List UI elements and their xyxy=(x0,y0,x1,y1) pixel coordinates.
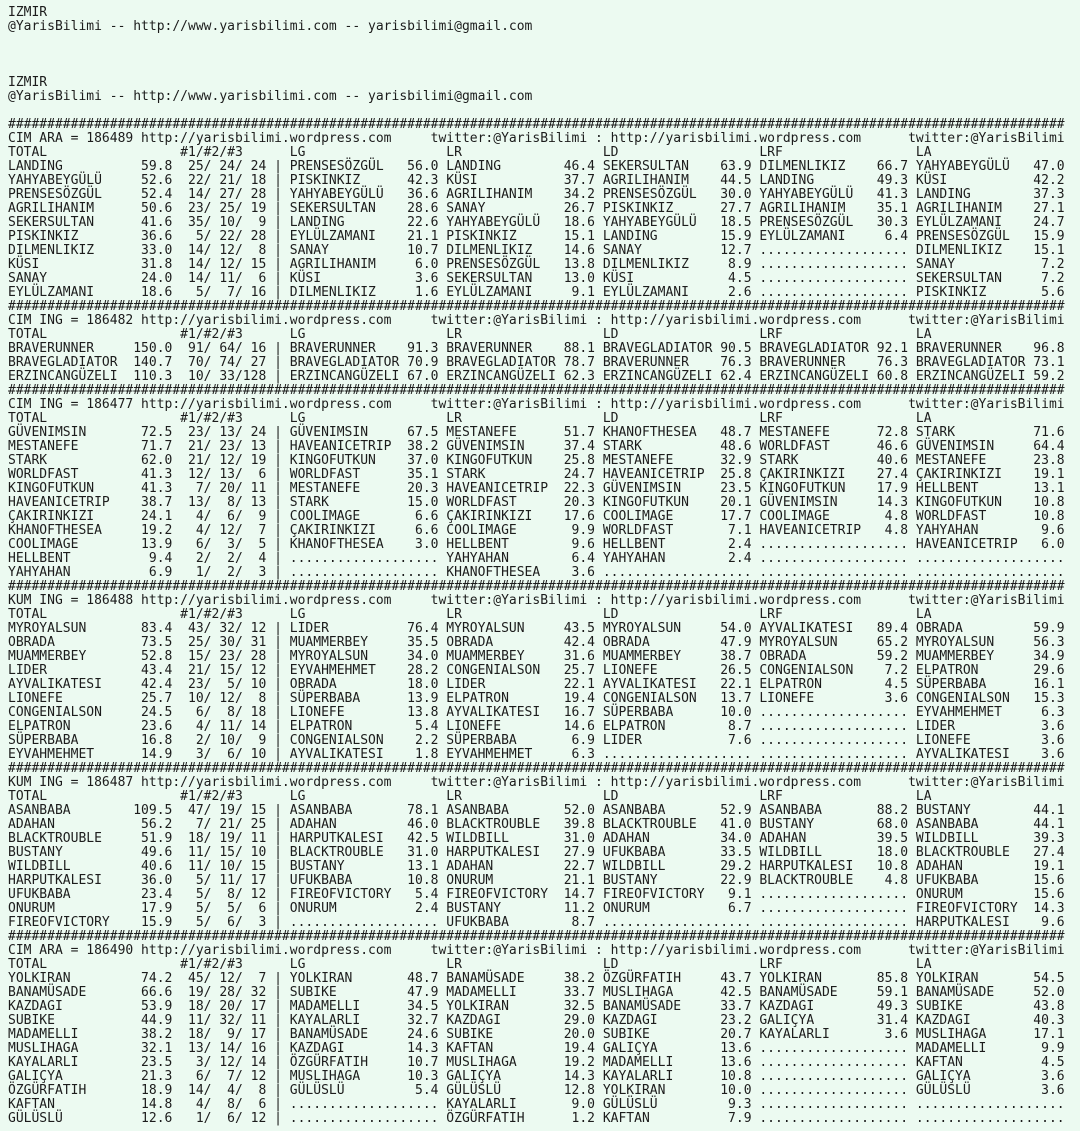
section-column-header-kum-ing-186488: TOTAL #1/#2/#3 LG LR LD LRF LA xyxy=(8,607,932,622)
table-row-cim-ara-186489-1: LANDING 59.8 25/ 24/ 24 | PRENSESÖZGÜL 56.0 LANDING 46.4 SEKERSULTAN 63.9 DILMENLIKIZ 66.7 YAHYABEYGÜLÜ 47.0 xyxy=(8,159,1065,174)
table-row-kum-ing-186487-2: ADAHAN 56.2 7/ 21/ 25 | ADAHAN 46.0 BLACKTROUBLE 39.8 BLACKTROUBLE 41.0 BUSTANY 68.0 ASANBABA 44.1 xyxy=(8,817,1065,832)
table-row-cim-ing-186477-3: STARK 62.0 21/ 12/ 19 | KINGOFUTKUN 37.0 KINGOFUTKUN 25.8 MESTANEFE 32.9 STARK 40.6 MESTANEFE 23.8 xyxy=(8,453,1065,468)
table-row-kum-ing-186488-6: LIONEFE 25.7 10/ 12/ 8 | SÜPERBABA 13.9 ELPATRON 19.4 CONGENIALSON 13.7 LIONEFE 3.6 CONGENIALSON 15.3 xyxy=(8,691,1065,706)
table-row-cim-ara-186490-1: YOLKIRAN 74.2 45/ 12/ 7 | YOLKIRAN 48.7 BANAMÜSADE 38.2 ÖZGÜRFATIH 43.7 YOLKIRAN 85.8 YOLKIRAN 54.5 xyxy=(8,971,1065,986)
section-divider-cim-ara-186489: ####################################################################################################################################### xyxy=(8,117,1065,132)
table-row-cim-ara-186489-8: KÜSI 31.8 14/ 12/ 15 | AGRILIHANIM 6.0 PRENSESÖZGÜL 13.8 DILMENLIKIZ 8.9 ................... SANAY 7.2 xyxy=(8,257,1065,272)
report-sections xyxy=(8,117,1065,1126)
table-row-cim-ara-186489-2: YAHYABEYGÜLÜ 52.6 22/ 21/ 18 | PISKINKIZ 42.3 KÜSI 37.7 AGRILIHANIM 44.5 LANDING 49.3 KÜSI 42.2 xyxy=(8,173,1065,188)
section-title-cim-ara-186489: CIM ARA = 186489 http://yarisbilimi.wordpress.com twitter:@YarisBilimi : http://yarisbilimi.wordpress.com twitter:@YarisBilimi xyxy=(8,131,1065,146)
section-column-header-cim-ara-186490: TOTAL #1/#2/#3 LG LR LD LRF LA xyxy=(8,957,932,972)
table-row-cim-ara-186489-3: PRENSESÖZGÜL 52.4 14/ 27/ 28 | YAHYABEYGÜLÜ 36.6 AGRILIHANIM 34.2 PRENSESÖZGÜL 30.0 YAHYABEYGÜLÜ 41.3 LANDING 37.3 xyxy=(8,187,1065,202)
table-row-kum-ing-186488-1: MYROYALSUN 83.4 43/ 32/ 12 | LIDER 76.4 MYROYALSUN 43.5 MYROYALSUN 54.0 AYVALIKATESI 89.4 OBRADA 59.9 xyxy=(8,621,1065,636)
table-row-cim-ing-186477-5: KINGOFUTKUN 41.3 7/ 20/ 11 | MESTANEFE 20.3 HAVEANICETRIP 22.3 GÜVENIMSIN 23.5 KINGOFUTKUN 17.9 HELLBENT 13.1 xyxy=(8,481,1065,496)
table-row-cim-ara-186490-6: MUSLIHAGA 32.1 13/ 14/ 16 | KAZDAGI 14.3 KAFTAN 19.4 GALIÇYA 13.6 ................... MADAMELLI 9.9 xyxy=(8,1041,1065,1056)
table-row-kum-ing-186487-7: UFUKBABA 23.4 5/ 8/ 12 | FIREOFVICTORY 5.4 FIREOFVICTORY 14.7 FIREOFVICTORY 9.1 ................... ONURUM 15.6 xyxy=(8,887,1065,902)
table-row-kum-ing-186488-5: AYVALIKATESI 42.4 23/ 5/ 10 | OBRADA 18.0 LIDER 22.1 AYVALIKATESI 22.1 ELPATRON 4.5 SÜPERBABA 16.1 xyxy=(8,677,1065,692)
section-divider-kum-ing-186487: ####################################################################################################################################### xyxy=(8,761,1065,776)
masthead-city: IZMIR xyxy=(8,5,48,20)
table-row-cim-ara-186490-5: MADAMELLI 38.2 18/ 9/ 17 | BANAMÜSADE 24.6 SUBIKE 20.0 SUBIKE 20.7 KAYALARLI 3.6 MUSLIHAGA 17.1 xyxy=(8,1027,1065,1042)
table-row-cim-ing-186482-1: BRAVERUNNER 150.0 91/ 64/ 16 | BRAVERUNNER 91.3 BRAVERUNNER 88.1 BRAVEGLADIATOR 90.5 BRAVEGLADIATOR 92.1 BRAVERUNNER 96.8 xyxy=(8,341,1065,356)
table-row-kum-ing-186487-9: FIREOFVICTORY 15.9 5/ 6/ 3 | ................... UFUKBABA 8.7 ................... ................... HARPUTKALESI 9.6 xyxy=(8,915,1065,930)
table-row-cim-ara-186490-11: GÜLÜSLÜ 12.6 1/ 6/ 12 | ................... ÖZGÜRFATIH 1.2 KAFTAN 7.9 ................... ................... xyxy=(8,1111,1065,1126)
section-title-cim-ing-186482: CIM ING = 186482 http://yarisbilimi.wordpress.com twitter:@YarisBilimi : http://yarisbilimi.wordpress.com twitter:@YarisBilimi xyxy=(8,313,1065,328)
table-row-kum-ing-186488-8: ELPATRON 23.6 4/ 11/ 14 | ELPATRON 5.4 LIONEFE 14.6 ELPATRON 8.7 ................... LIDER 3.6 xyxy=(8,719,1065,734)
table-row-cim-ara-186489-9: SANAY 24.0 14/ 11/ 6 | KÜSI 3.6 SEKERSULTAN 13.0 KÜSI 4.5 ................... SEKERSULTAN 7.2 xyxy=(8,271,1065,286)
table-row-cim-ing-186477-6: HAVEANICETRIP 38.7 13/ 8/ 13 | STARK 15.0 WORLDFAST 20.3 KINGOFUTKUN 20.1 GÜVENIMSIN 14.3 KINGOFUTKUN 10.8 xyxy=(8,495,1065,510)
table-row-cim-ara-186490-8: GALIÇYA 21.3 6/ 7/ 12 | MUSLIHAGA 10.3 GALIÇYA 14.3 KAYALARLI 10.8 ................... GALIÇYA 3.6 xyxy=(8,1069,1065,1084)
section-divider-kum-ing-186488: ####################################################################################################################################### xyxy=(8,579,1065,594)
table-row-cim-ara-186490-2: BANAMÜSADE 66.6 19/ 28/ 32 | SUBIKE 47.9 MADAMELLI 33.7 MUSLIHAGA 42.5 BANAMÜSADE 59.1 BANAMÜSADE 52.0 xyxy=(8,985,1065,1000)
table-row-cim-ing-186477-11: YAHYAHAN 6.9 1/ 2/ 3 | ................... KHANOFTHESEA 3.6 ................... ................... ................... xyxy=(8,565,1065,580)
section-title-kum-ing-186487: KUM ING = 186487 http://yarisbilimi.wordpress.com twitter:@YarisBilimi : http://yarisbilimi.wordpress.com twitter:@YarisBilimi xyxy=(8,775,1065,790)
section-divider-cim-ing-186482: ####################################################################################################################################### xyxy=(8,299,1065,314)
section-title-cim-ara-186490: CIM ARA = 186490 http://yarisbilimi.wordpress.com twitter:@YarisBilimi : http://yarisbilimi.wordpress.com twitter:@YarisBilimi xyxy=(8,943,1065,958)
section-title-kum-ing-186488: KUM ING = 186488 http://yarisbilimi.wordpress.com twitter:@YarisBilimi : http://yarisbilimi.wordpress.com twitter:@YarisBilimi xyxy=(8,593,1065,608)
table-row-kum-ing-186487-8: ONURUM 17.9 5/ 5/ 6 | ONURUM 2.4 BUSTANY 11.2 ONURUM 6.7 ................... FIREOFVICTORY 14.3 xyxy=(8,901,1065,916)
table-row-kum-ing-186487-6: HARPUTKALESI 36.0 5/ 11/ 17 | UFUKBABA 10.8 ONURUM 21.1 BUSTANY 22.9 BLACKTROUBLE 4.8 UFUKBABA 15.6 xyxy=(8,873,1065,888)
table-row-cim-ing-186482-3: ERZINCANGÜZELI 110.3 10/ 33/128 | ERZINCANGÜZELI 67.0 ERZINCANGÜZELI 62.3 ERZINCANGÜZELI 62.4 ERZINCANGÜZELI 60.8 ERZINCANGÜZELI 59.2 xyxy=(8,369,1065,384)
table-row-kum-ing-186488-4: LIDER 43.4 21/ 15/ 12 | EYVAHMEHMET 28.2 CONGENIALSON 25.7 LIONEFE 26.5 CONGENIALSON 7.2 ELPATRON 29.6 xyxy=(8,663,1065,678)
section-column-header-cim-ing-186477: TOTAL #1/#2/#3 LG LR LD LRF LA xyxy=(8,411,932,426)
table-row-kum-ing-186487-3: BLACKTROUBLE 51.9 18/ 19/ 11 | HARPUTKALESI 42.5 WILDBILL 31.0 ADAHAN 34.0 ADAHAN 39.5 WILDBILL 39.3 xyxy=(8,831,1065,846)
table-row-cim-ara-186490-10: KAFTAN 14.8 4/ 8/ 6 | ................... KAYALARLI 9.0 GÜLÜSLÜ 9.3 ................... ................... xyxy=(8,1097,1065,1112)
section-divider-cim-ara-186490: ####################################################################################################################################### xyxy=(8,929,1065,944)
section-column-header-cim-ara-186489: TOTAL #1/#2/#3 LG LR LD LRF LA xyxy=(8,145,932,160)
table-row-cim-ing-186477-1: GÜVENIMSIN 72.5 23/ 13/ 24 | GÜVENIMSIN 67.5 MESTANEFE 51.7 KHANOFTHESEA 48.7 MESTANEFE 72.8 STARK 71.6 xyxy=(8,425,1065,440)
table-row-cim-ing-186477-4: WORLDFAST 41.3 12/ 13/ 6 | WORLDFAST 35.1 STARK 24.7 HAVEANICETRIP 25.8 ÇAKIRINKIZI 27.4 ÇAKIRINKIZI 19.1 xyxy=(8,467,1065,482)
table-row-kum-ing-186488-9: SÜPERBABA 16.8 2/ 10/ 9 | CONGENIALSON 2.2 SÜPERBABA 6.9 LIDER 7.6 ................... LIONEFE 3.6 xyxy=(8,733,1065,748)
table-row-cim-ara-186490-4: SUBIKE 44.9 11/ 32/ 11 | KAYALARLI 32.7 KAZDAGI 29.0 KAZDAGI 23.2 GALIÇYA 31.4 KAZDAGI 40.3 xyxy=(8,1013,1065,1028)
table-row-kum-ing-186488-3: MUAMMERBEY 52.8 15/ 23/ 28 | MYROYALSUN 34.0 MUAMMERBEY 31.6 MUAMMERBEY 38.7 OBRADA 59.2 MUAMMERBEY 34.9 xyxy=(8,649,1065,664)
section-title-cim-ing-186477: CIM ING = 186477 http://yarisbilimi.wordpress.com twitter:@YarisBilimi : http://yarisbilimi.wordpress.com twitter:@YarisBilimi xyxy=(8,397,1065,412)
table-row-cim-ing-186477-2: MESTANEFE 71.7 21/ 23/ 13 | HAVEANICETRIP 38.2 GÜVENIMSIN 37.4 STARK 48.6 WORLDFAST 46.6 GÜVENIMSIN 64.4 xyxy=(8,439,1065,454)
table-row-kum-ing-186487-4: BUSTANY 49.6 11/ 15/ 10 | BLACKTROUBLE 31.0 HARPUTKALESI 27.9 UFUKBABA 33.5 WILDBILL 18.0 BLACKTROUBLE 27.4 xyxy=(8,845,1065,860)
masthead-contact: @YarisBilimi -- http://www.yarisbilimi.com -- yarisbilimi@gmail.com xyxy=(8,19,533,34)
table-row-kum-ing-186488-2: OBRADA 73.5 25/ 30/ 31 | MUAMMERBEY 35.5 OBRADA 42.4 OBRADA 47.9 MYROYALSUN 65.2 MYROYALSUN 56.3 xyxy=(8,635,1065,650)
table-row-cim-ara-186489-7: DILMENLIKIZ 33.0 14/ 12/ 8 | SANAY 10.7 DILMENLIKIZ 14.6 SANAY 12.7 ................... DILMENLIKIZ 15.1 xyxy=(8,243,1065,258)
section-column-header-cim-ing-186482: TOTAL #1/#2/#3 LG LR LD LRF LA xyxy=(8,327,932,342)
table-row-cim-ara-186489-5: SEKERSULTAN 41.6 35/ 10/ 9 | LANDING 22.6 YAHYABEYGÜLÜ 18.6 YAHYABEYGÜLÜ 18.5 PRENSESÖZGÜL 30.3 EYLÜLZAMANI 24.7 xyxy=(8,215,1065,230)
table-row-kum-ing-186487-1: ASANBABA 109.5 47/ 19/ 15 | ASANBABA 78.1 ASANBABA 52.0 ASANBABA 52.9 ASANBABA 88.2 BUSTANY 44.1 xyxy=(8,803,1065,818)
section-divider-cim-ing-186477: ####################################################################################################################################### xyxy=(8,383,1065,398)
table-row-kum-ing-186488-10: EYVAHMEHMET 14.9 3/ 6/ 10 | AYVALIKATESI 1.8 EYVAHMEHMET 6.3 ................... ................... AYVALIKATESI 3.6 xyxy=(8,747,1065,762)
table-row-cim-ara-186490-9: ÖZGÜRFATIH 18.9 14/ 4/ 8 | GÜLÜSLÜ 5.4 GÜLÜSLÜ 12.8 YOLKIRAN 10.0 ................... GÜLÜSLÜ 3.6 xyxy=(8,1083,1065,1098)
table-row-cim-ara-186490-7: KAYALARLI 23.5 3/ 12/ 14 | ÖZGÜRFATIH 10.7 MUSLIHAGA 19.2 MADAMELLI 13.6 ................... KAFTAN 4.5 xyxy=(8,1055,1065,1070)
table-row-cim-ara-186489-10: EYLÜLZAMANI 18.6 5/ 7/ 16 | DILMENLIKIZ 1.6 EYLÜLZAMANI 9.1 EYLÜLZAMANI 2.6 ................... PISKINKIZ 5.6 xyxy=(8,285,1065,300)
table-row-cim-ing-186477-7: ÇAKIRINKIZI 24.1 4/ 6/ 9 | COOLIMAGE 6.6 ÇAKIRINKIZI 17.6 COOLIMAGE 17.7 COOLIMAGE 4.8 WORLDFAST 10.8 xyxy=(8,509,1065,524)
table-row-cim-ing-186477-10: HELLBENT 9.4 2/ 2/ 4 | ................... YAHYAHAN 6.4 YAHYAHAN 2.4 ................... ................... xyxy=(8,551,1065,566)
table-row-cim-ara-186490-3: KAZDAGI 53.9 18/ 20/ 17 | MADAMELLI 34.5 YOLKIRAN 32.5 BANAMÜSADE 33.7 KAZDAGI 49.3 SUBIKE 43.8 xyxy=(8,999,1065,1014)
table-row-cim-ara-186489-6: PISKINKIZ 36.6 5/ 22/ 28 | EYLÜLZAMANI 21.1 PISKINKIZ 15.1 LANDING 15.9 EYLÜLZAMANI 6.4 PRENSESÖZGÜL 15.9 xyxy=(8,229,1065,244)
table-row-kum-ing-186487-5: WILDBILL 40.6 11/ 10/ 15 | BUSTANY 13.1 ADAHAN 22.7 WILDBILL 29.2 HARPUTKALESI 10.8 ADAHAN 19.1 xyxy=(8,859,1065,874)
table-row-cim-ara-186489-4: AGRILIHANIM 50.6 23/ 25/ 19 | SEKERSULTAN 28.6 SANAY 26.7 PISKINKIZ 27.7 AGRILIHANIM 35.1 AGRILIHANIM 27.1 xyxy=(8,201,1065,216)
table-row-cim-ing-186477-8: KHANOFTHESEA 19.2 4/ 12/ 7 | ÇAKIRINKIZI 6.6 COOLIMAGE 9.9 WORLDFAST 7.1 HAVEANICETRIP 4.8 YAHYAHAN 9.6 xyxy=(8,523,1065,538)
masthead-city-repeat: IZMIR xyxy=(8,75,48,90)
table-row-kum-ing-186488-7: CONGENIALSON 24.5 6/ 8/ 18 | LIONEFE 13.8 AYVALIKATESI 16.7 SÜPERBABA 10.0 ................... EYVAHMEHMET 6.3 xyxy=(8,705,1065,720)
table-row-cim-ing-186477-9: COOLIMAGE 13.9 6/ 3/ 5 | KHANOFTHESEA 3.0 HELLBENT 9.6 HELLBENT 2.4 ................... HAVEANICETRIP 6.0 xyxy=(8,537,1065,552)
masthead-contact-repeat: @YarisBilimi -- http://www.yarisbilimi.com -- yarisbilimi@gmail.com xyxy=(8,89,533,104)
section-column-header-kum-ing-186487: TOTAL #1/#2/#3 LG LR LD LRF LA xyxy=(8,789,932,804)
table-row-cim-ing-186482-2: BRAVEGLADIATOR 140.7 70/ 74/ 27 | BRAVEGLADIATOR 70.9 BRAVEGLADIATOR 78.7 BRAVERUNNER 76.3 BRAVERUNNER 76.3 BRAVEGLADIATOR 73.1 xyxy=(8,355,1065,370)
